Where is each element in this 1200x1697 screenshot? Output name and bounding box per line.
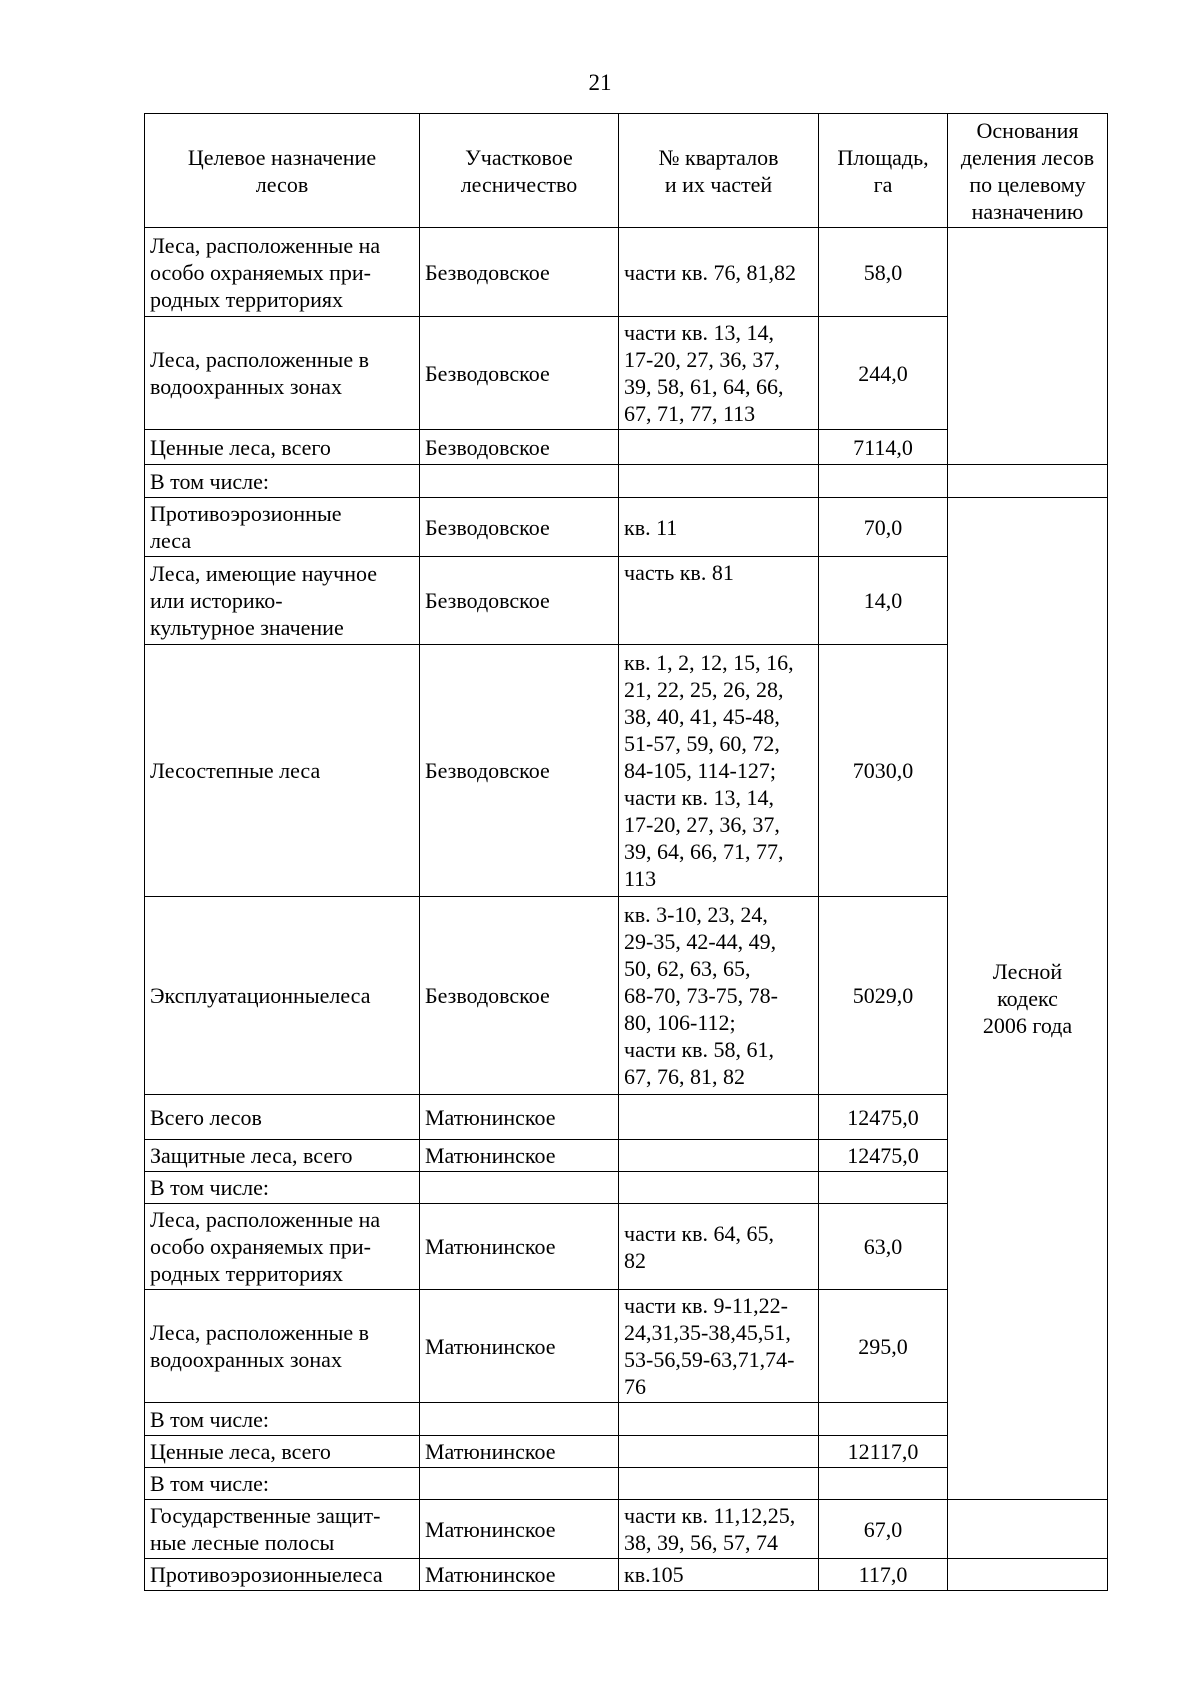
cell-purpose: Всего лесов [145, 1095, 420, 1140]
cell-quarters: части кв. 9-11,22- 24,31,35-38,45,51, 53-56,59-63,71,74- 76 [619, 1290, 819, 1403]
table-row [145, 1559, 1108, 1591]
cell-quarters: части кв. 11,12,25, 38, 39, 56, 57, 74 [619, 1500, 819, 1559]
cell-quarters [619, 430, 819, 465]
cell-quarters: кв. 1, 2, 12, 15, 16, 21, 22, 25, 26, 28, 38, 40, 41, 45-48, 51-57, 59, 60, 72, 84-105, 114-127; части кв. 13, 14, 17-20, 27, 36, 37, 39, 64, 66, 71, 77, 113 [619, 645, 819, 897]
cell-area [819, 1468, 948, 1500]
cell-area [819, 1172, 948, 1204]
cell-area: 58,0 [819, 228, 948, 317]
cell-purpose: Государственные защит- ные лесные полосы [145, 1500, 420, 1559]
cell-quarters [619, 1172, 819, 1204]
forest-purpose-table [144, 113, 1108, 1591]
table-row [145, 1500, 1108, 1559]
cell-area: 5029,0 [819, 897, 948, 1095]
cell-area: 7114,0 [819, 430, 948, 465]
table-row [145, 498, 1108, 557]
table-row [145, 465, 1108, 498]
cell-area: 70,0 [819, 498, 948, 557]
cell-forestry: Безводовское [420, 498, 619, 557]
cell-forestry: Матюнинское [420, 1204, 619, 1290]
cell-area [819, 465, 948, 498]
cell-forestry: Безводовское [420, 645, 619, 897]
cell-quarters [619, 1468, 819, 1500]
cell-forestry: Матюнинское [420, 1559, 619, 1591]
cell-forestry: Матюнинское [420, 1290, 619, 1403]
cell-quarters [619, 1403, 819, 1436]
cell-forestry [420, 1468, 619, 1500]
page-number: 21 [588, 70, 612, 95]
cell-purpose: Ценные леса, всего [145, 430, 420, 465]
cell-purpose: Лесостепные леса [145, 645, 420, 897]
cell-forestry: Безводовское [420, 317, 619, 430]
cell-quarters: части кв. 76, 81,82 [619, 228, 819, 317]
cell-forestry [420, 1403, 619, 1436]
cell-purpose: Леса, имеющие научное или историко- культурное значение [145, 557, 420, 645]
cell-forestry: Безводовское [420, 557, 619, 645]
cell-basis-empty [948, 228, 1108, 465]
header-forestry: Участковое лесничество [420, 114, 619, 228]
cell-forestry: Безводовское [420, 228, 619, 317]
cell-quarters: кв. 3-10, 23, 24, 29-35, 42-44, 49, 50, 62, 63, 65, 68-70, 73-75, 78- 80, 106-112; части кв. 58, 61, 67, 76, 81, 82 [619, 897, 819, 1095]
cell-area: 67,0 [819, 1500, 948, 1559]
cell-quarters: кв.105 [619, 1559, 819, 1591]
header-purpose: Целевое назначение лесов [145, 114, 420, 228]
cell-purpose: В том числе: [145, 465, 420, 498]
cell-basis-empty [948, 1500, 1108, 1559]
cell-purpose: Леса, расположенные на особо охраняемых при- родных территориях [145, 228, 420, 317]
cell-purpose: Леса, расположенные в водоохранных зонах [145, 1290, 420, 1403]
cell-quarters [619, 1140, 819, 1172]
cell-quarters: кв. 11 [619, 498, 819, 557]
cell-basis-empty [948, 1559, 1108, 1591]
cell-area: 295,0 [819, 1290, 948, 1403]
cell-area [819, 1403, 948, 1436]
cell-area: 7030,0 [819, 645, 948, 897]
cell-forestry: Матюнинское [420, 1095, 619, 1140]
cell-purpose: Противоэрозионные леса [145, 498, 420, 557]
cell-basis-merged: Лесной кодекс 2006 года [948, 498, 1108, 1500]
table-header-row [145, 114, 1108, 228]
cell-purpose: Эксплуатационныелеса [145, 897, 420, 1095]
header-area: Площадь, га [819, 114, 948, 228]
cell-purpose: Противоэрозионныелеса [145, 1559, 420, 1591]
cell-quarters: часть кв. 81 [619, 557, 819, 645]
cell-purpose: Леса, расположенные на особо охраняемых при- родных территориях [145, 1204, 420, 1290]
cell-quarters: части кв. 64, 65, 82 [619, 1204, 819, 1290]
table-row [145, 228, 1108, 317]
cell-forestry: Безводовское [420, 897, 619, 1095]
cell-purpose: В том числе: [145, 1172, 420, 1204]
cell-quarters [619, 1436, 819, 1468]
cell-forestry [420, 1172, 619, 1204]
cell-area: 14,0 [819, 557, 948, 645]
header-basis: Основания деления лесов по целевому назначению [948, 114, 1108, 228]
cell-purpose: Леса, расположенные в водоохранных зонах [145, 317, 420, 430]
cell-area: 12475,0 [819, 1095, 948, 1140]
cell-area: 12117,0 [819, 1436, 948, 1468]
cell-forestry [420, 465, 619, 498]
cell-area: 244,0 [819, 317, 948, 430]
cell-purpose: Ценные леса, всего [145, 1436, 420, 1468]
cell-basis-empty [948, 465, 1108, 498]
cell-area: 63,0 [819, 1204, 948, 1290]
cell-purpose: В том числе: [145, 1403, 420, 1436]
header-quarters: № кварталов и их частей [619, 114, 819, 228]
cell-forestry: Матюнинское [420, 1436, 619, 1468]
cell-area: 12475,0 [819, 1140, 948, 1172]
cell-quarters [619, 1095, 819, 1140]
cell-purpose: В том числе: [145, 1468, 420, 1500]
cell-quarters: части кв. 13, 14, 17-20, 27, 36, 37, 39, 58, 61, 64, 66, 67, 71, 77, 113 [619, 317, 819, 430]
cell-forestry: Матюнинское [420, 1140, 619, 1172]
cell-purpose: Защитные леса, всего [145, 1140, 420, 1172]
cell-forestry: Безводовское [420, 430, 619, 465]
cell-forestry: Матюнинское [420, 1500, 619, 1559]
cell-area: 117,0 [819, 1559, 948, 1591]
cell-quarters [619, 465, 819, 498]
